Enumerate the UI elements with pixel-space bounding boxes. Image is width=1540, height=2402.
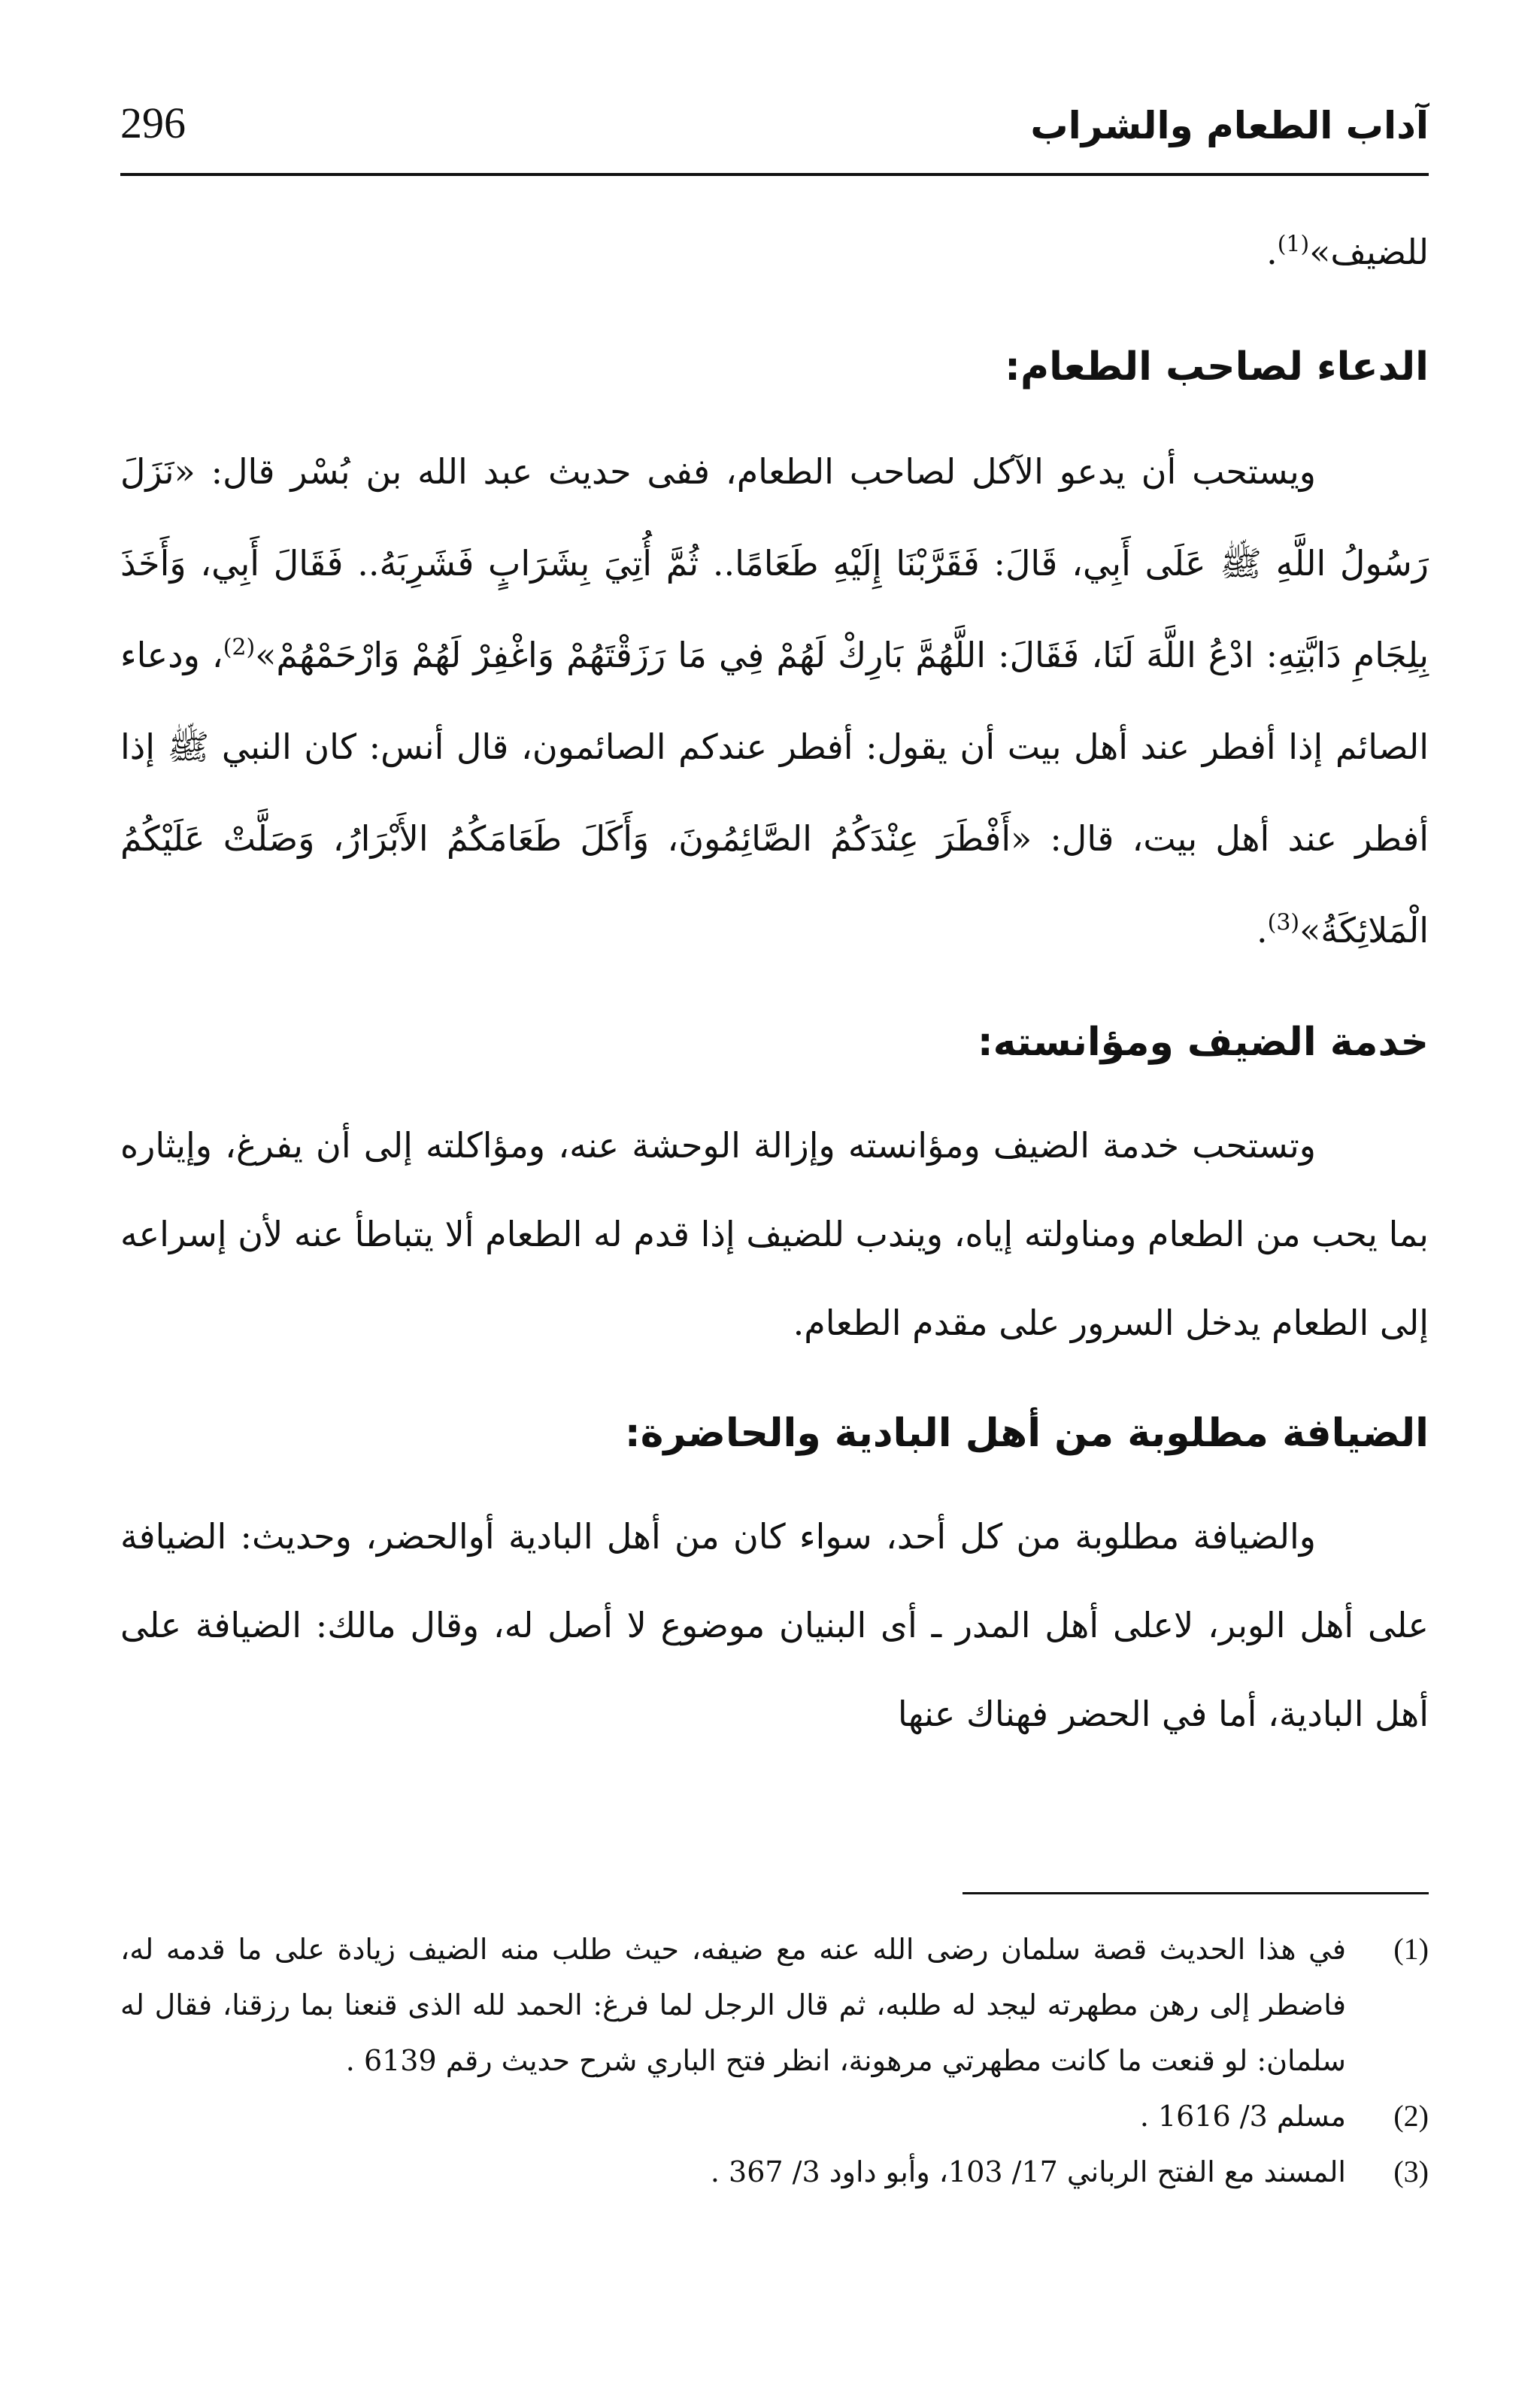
footnote-ref-3: (3) xyxy=(1267,909,1300,936)
section-heading-supplication: الدعاء لصاحب الطعام: xyxy=(1005,344,1429,390)
footnote-text: في هذا الحديث قصة سلمان رضى الله عنه مع ضيفه، حيث طلب منه الضيف زيادة على ما قدمه له، فاضطر إلى رهن مطهرته ليجد له طلبه، ثم قال الرجل لما فرغ: الحمد لله الذى قنعنا بما رزقنا، فقال له سلمان: لو قنعت ما كانت مطهرتي مرهونة، انظر فتح الباري شرح حديث رقم 6139 . xyxy=(120,1933,1346,2077)
footnote-separator xyxy=(962,1892,1429,1894)
running-header xyxy=(120,90,1429,176)
footnote-ref-1: (1) xyxy=(1277,231,1310,258)
page-number: 296 xyxy=(120,99,186,147)
continued-text-end: . xyxy=(1266,232,1278,272)
footnote-2 xyxy=(120,2088,1429,2144)
paragraph-text: ويستحب أن يدعو الآكل لصاحب الطعام، ففى حديث عبد الله بن بُسْر قال: «نَزَلَ رَسُولُ اللَّهِ ﷺ عَلَى أَبِي، قَالَ: فَقَرَّبْنَا إِلَيْهِ طَعَامًا.. ثُمَّ أُتِيَ بِشَرَابٍ فَشَرِبَهُ.. فَقَالَ أَبِي، وَأَخَذَ بِلِجَامِ دَابَّتِهِ: ادْعُ اللَّهَ لَنَا، فَقَالَ: اللَّهُمَّ بَارِكْ لَهُمْ فِي مَا رَزَقْتَهُمْ وَاغْفِرْ لَهُمْ وَارْحَمْهُمْ» xyxy=(120,451,1429,675)
footnotes xyxy=(120,1892,1429,2200)
continued-text xyxy=(120,203,1429,301)
footnote-ref-2: (2) xyxy=(223,634,256,661)
footnote-number: (3) xyxy=(1393,2155,1429,2188)
book-title: آداب الطعام والشراب xyxy=(1030,104,1429,147)
paragraph-guest-service: وتستحب خدمة الضيف ومؤانسته وإزالة الوحشة عنه، ومؤاكلته إلى أن يفرغ، وإيثاره بما يحب من الطعام ومناولته إياه، ويندب للضيف إذا قدم له الطعام ألا يتباطأ عنه لأن إسراعه إلى الطعام يدخل السرور على مقدم الطعام. xyxy=(120,1125,1429,1343)
paragraph-text: ، ودعاء الصائم إذا أفطر عند أهل بيت أن يقول: أفطر عندكم الصائمون، قال أنس: كان النبي ﷺ إذا أفطر عند أهل بيت، قال: «أَفْطَرَ عِنْدَكُمُ الصَّائِمُونَ، وَأَكَلَ طَعَامَكُمُ الأَبْرَارُ، وَصَلَّتْ عَلَيْكُمُ الْمَلائِكَةُ» xyxy=(120,635,1429,951)
footnote-3 xyxy=(120,2144,1429,2200)
paragraph-hospitality: والضيافة مطلوبة من كل أحد، سواء كان من أهل البادية أوالحضر، وحديث: الضيافة على أهل الوبر، لاعلى أهل المدر ـ أى البنيان موضوع لا أصل له، وقال مالك: الضيافة على أهل البادية، أما في الحضر فهناك عنها xyxy=(120,1516,1429,1734)
footnote-1 xyxy=(120,1921,1429,2088)
section-heading-guest-service: خدمة الضيف ومؤانسته: xyxy=(977,1020,1429,1065)
body-text xyxy=(120,203,1429,1766)
section-heading-hospitality: الضيافة مطلوبة من أهل البادية والحاضرة: xyxy=(624,1411,1429,1456)
book-page xyxy=(120,90,1429,2361)
paragraph-text: . xyxy=(1256,910,1268,951)
footnote-number: (1) xyxy=(1393,1932,1429,1966)
paragraph-supplication xyxy=(120,426,1429,976)
footnote-text: مسلم 3/ 1616 . xyxy=(1139,2100,1346,2133)
footnote-text: المسند مع الفتح الرباني 17/ 103، وأبو داود 3/ 367 . xyxy=(710,2155,1346,2188)
continued-text-body: للضيف» xyxy=(1309,232,1429,272)
footnote-number: (2) xyxy=(1393,2099,1429,2133)
